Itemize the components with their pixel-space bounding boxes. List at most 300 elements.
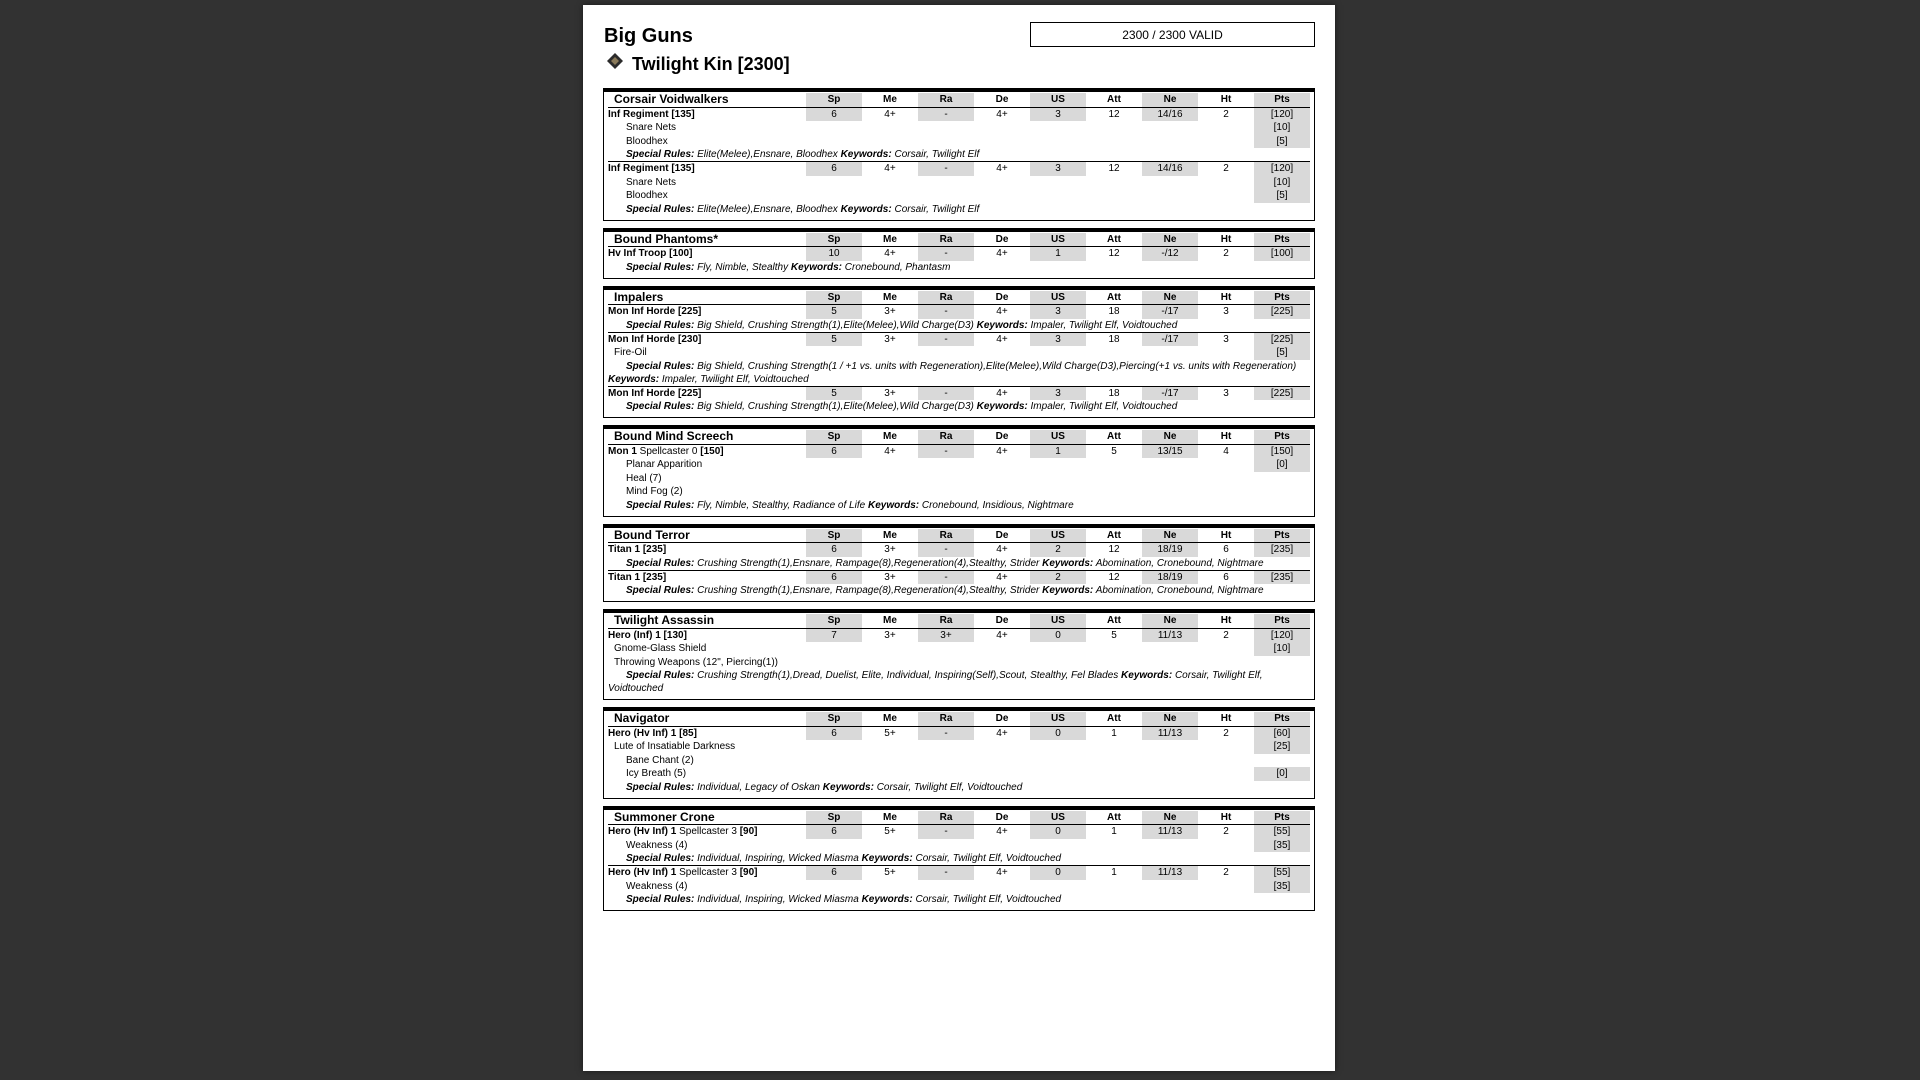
stat-value: 12 bbox=[1108, 108, 1120, 120]
special-rules-line bbox=[608, 557, 1310, 570]
option-points: [5] bbox=[1254, 346, 1310, 360]
special-rules-label: Special Rules: bbox=[626, 670, 695, 681]
stat-value: [55] bbox=[1254, 825, 1310, 839]
special-rules-label: Special Rules: bbox=[626, 360, 695, 372]
column-header: Att bbox=[1086, 233, 1142, 248]
stat-value: 4+ bbox=[884, 445, 896, 457]
stat-value: 3 bbox=[1030, 161, 1086, 176]
unit-name: Bound Terror bbox=[608, 529, 806, 544]
keywords-label: Keywords: bbox=[608, 373, 660, 385]
unit-entry-type bbox=[608, 108, 806, 122]
unit-name: Summoner Crone bbox=[608, 811, 806, 826]
special-rules-text: Crushing Strength(1),Ensnare, Rampage(8),Regeneration(4),Stealthy, Strider bbox=[697, 585, 1040, 596]
column-header: US bbox=[1030, 93, 1086, 108]
keywords-text: Corsair, Twilight Elf bbox=[894, 149, 980, 160]
option-name: Throwing Weapons (12", Piercing(1)) bbox=[614, 656, 778, 668]
column-header: Ht bbox=[1198, 233, 1254, 248]
diamond-icon bbox=[606, 52, 624, 70]
stat-value: - bbox=[918, 543, 974, 557]
stat-value: - bbox=[918, 570, 974, 585]
stat-value: 4+ bbox=[996, 826, 1008, 837]
stat-value: 6 bbox=[1198, 570, 1254, 585]
stat-value: 0 bbox=[1030, 629, 1086, 643]
stat-value: 4+ bbox=[996, 544, 1008, 555]
keywords-label: Keywords: bbox=[976, 319, 1028, 331]
column-header: Att bbox=[1086, 93, 1142, 108]
column-header: Ne bbox=[1142, 233, 1198, 248]
stat-value: - bbox=[918, 108, 974, 122]
stat-value: 1 bbox=[1111, 826, 1117, 837]
stat-value: 0 bbox=[1030, 727, 1086, 741]
stat-value: 12 bbox=[1086, 570, 1142, 585]
stat-value: 11/13 bbox=[1142, 727, 1198, 741]
column-header: Att bbox=[1086, 529, 1142, 544]
column-header: Me bbox=[862, 430, 918, 445]
column-header: De bbox=[974, 712, 1030, 727]
stat-value: 4+ bbox=[884, 248, 896, 259]
column-header: Me bbox=[862, 712, 918, 727]
special-rules-line bbox=[608, 360, 1310, 386]
option-points: [10] bbox=[1254, 121, 1310, 135]
stat-value: 3 bbox=[1030, 305, 1086, 319]
entry-type-label: Mon Inf Horde [225] bbox=[608, 306, 702, 317]
column-header: Ra bbox=[918, 291, 974, 306]
stat-value: 4+ bbox=[996, 629, 1008, 641]
stat-value: 12 bbox=[1086, 161, 1142, 176]
special-rules-text: Crushing Strength(1),Ensnare, Rampage(8),Regeneration(4),Stealthy, Strider bbox=[697, 557, 1040, 569]
option-name: Bloodhex bbox=[626, 135, 668, 147]
special-rules-text: Big Shield, Crushing Strength(1 / +1 vs. units with Regeneration),Elite(Melee),Wild Charge(D3),Piercing(+1 vs. units with Regeneration) bbox=[697, 360, 1297, 372]
unit-entry-type bbox=[608, 445, 806, 459]
column-header: Ra bbox=[918, 233, 974, 248]
column-header: Ht bbox=[1198, 291, 1254, 306]
column-header: Ht bbox=[1198, 529, 1254, 544]
stat-value: [60] bbox=[1254, 727, 1310, 741]
stat-value: 6 bbox=[806, 108, 862, 122]
special-rules-label: Special Rules: bbox=[626, 149, 695, 160]
stat-value: -/17 bbox=[1142, 386, 1198, 401]
keywords-label: Keywords: bbox=[790, 261, 842, 273]
option-name: Planar Apparition bbox=[626, 459, 703, 470]
special-rules-text: Individual, Inspiring, Wicked Miasma bbox=[697, 853, 859, 864]
column-header: De bbox=[974, 529, 1030, 544]
option-name: Snare Nets bbox=[626, 122, 677, 133]
unit-card bbox=[603, 286, 1315, 419]
column-header: US bbox=[1030, 712, 1086, 727]
special-rules-label: Special Rules: bbox=[626, 853, 695, 864]
army-name: Twilight Kin [2300] bbox=[632, 54, 790, 74]
column-header: Pts bbox=[1254, 233, 1310, 248]
column-header: Ra bbox=[918, 93, 974, 108]
unit-card bbox=[603, 609, 1315, 700]
special-rules-text: Big Shield, Crushing Strength(1),Elite(Melee),Wild Charge(D3) bbox=[697, 401, 974, 412]
entry-type-label: Inf Regiment [135] bbox=[608, 108, 695, 120]
stat-value: 1 bbox=[1111, 727, 1117, 739]
stat-value: 4 bbox=[1223, 445, 1229, 457]
unit-entry-type bbox=[608, 332, 806, 347]
column-header: Ht bbox=[1198, 430, 1254, 445]
unit-entry-type bbox=[608, 825, 806, 839]
column-header: Att bbox=[1086, 430, 1142, 445]
stat-value: 5 bbox=[806, 386, 862, 401]
entry-points: [90] bbox=[739, 867, 758, 878]
stat-value: 2 bbox=[1198, 865, 1254, 880]
unit-stat-grid bbox=[608, 614, 1310, 695]
special-rules-label: Special Rules: bbox=[626, 781, 695, 793]
special-rules-label: Special Rules: bbox=[626, 261, 695, 273]
option-points bbox=[1254, 472, 1310, 486]
option-name: Weakness (4) bbox=[626, 839, 688, 851]
stat-value: 2 bbox=[1223, 108, 1229, 120]
stat-value: 3 bbox=[1198, 332, 1254, 347]
stat-value: 5 bbox=[806, 332, 862, 347]
option-name: Fire-Oil bbox=[614, 347, 647, 358]
special-rules-text: Elite(Melee),Ensnare, Bloodhex bbox=[697, 149, 838, 160]
unit-stat-grid bbox=[608, 93, 1310, 216]
stat-value: -/12 bbox=[1142, 247, 1198, 261]
option-points: [25] bbox=[1254, 740, 1310, 754]
column-header: US bbox=[1030, 233, 1086, 248]
option-points bbox=[1254, 754, 1310, 768]
entry-points: [90] bbox=[739, 826, 758, 837]
special-rules-label: Special Rules: bbox=[626, 203, 695, 215]
column-header: US bbox=[1030, 811, 1086, 826]
option-points: [35] bbox=[1254, 880, 1310, 894]
column-header: Pts bbox=[1254, 529, 1310, 544]
column-header: Me bbox=[862, 233, 918, 248]
unit-entry-type bbox=[608, 543, 806, 557]
option-points bbox=[1254, 656, 1310, 670]
special-rules-line bbox=[608, 499, 1310, 512]
stat-value: 4+ bbox=[974, 161, 1030, 176]
entry-type-label: Mon Inf Horde [230] bbox=[608, 333, 702, 345]
stat-value: 4+ bbox=[884, 108, 896, 120]
entry-type-label: Titan 1 [235] bbox=[608, 544, 667, 555]
stat-value: 3+ bbox=[862, 570, 918, 585]
option-points: [0] bbox=[1254, 458, 1310, 472]
column-header: De bbox=[974, 614, 1030, 629]
stat-value: [120] bbox=[1254, 108, 1310, 122]
stat-value: - bbox=[918, 161, 974, 176]
unit-stat-grid bbox=[608, 529, 1310, 598]
stat-value: 4+ bbox=[996, 248, 1008, 259]
option-name: Gnome-Glass Shield bbox=[614, 643, 707, 654]
column-header: Sp bbox=[806, 430, 862, 445]
points-status: 2300 / 2300 VALID bbox=[1030, 22, 1315, 47]
stat-value: 4+ bbox=[974, 570, 1030, 585]
option-name: Lute of Insatiable Darkness bbox=[614, 741, 736, 752]
column-header: Ht bbox=[1198, 712, 1254, 727]
keywords-label: Keywords: bbox=[861, 894, 913, 905]
special-rules-label: Special Rules: bbox=[626, 894, 695, 905]
entry-type-label: Hero (Hv Inf) 1 bbox=[608, 826, 677, 837]
entry-type-label: Hero (Hv Inf) 1 bbox=[608, 867, 677, 878]
stat-value: 4+ bbox=[974, 386, 1030, 401]
column-header: De bbox=[974, 233, 1030, 248]
special-rules-text: Crushing Strength(1),Dread, Duelist, Elite, Individual, Inspiring(Self),Scout, Stealthy, Fel Blades bbox=[697, 670, 1119, 681]
option-name: Bloodhex bbox=[626, 190, 668, 201]
keywords-label: Keywords: bbox=[867, 499, 920, 511]
option-name: Weakness (4) bbox=[626, 880, 688, 892]
entry-type-label: Inf Regiment [135] bbox=[608, 163, 695, 174]
stat-value: 6 bbox=[806, 543, 862, 557]
spellcaster-label: Spellcaster 3 bbox=[679, 867, 737, 878]
spellcaster-label: Spellcaster 3 bbox=[679, 826, 737, 837]
column-header: Ra bbox=[918, 430, 974, 445]
column-header: Sp bbox=[806, 93, 862, 108]
unit-name: Bound Phantoms* bbox=[608, 233, 806, 248]
unit-name: Twilight Assassin bbox=[608, 614, 806, 629]
column-header: US bbox=[1030, 529, 1086, 544]
stat-value: 3 bbox=[1030, 332, 1086, 347]
stat-value: 2 bbox=[1030, 543, 1086, 557]
stat-value: 2 bbox=[1223, 727, 1229, 739]
column-header: Ht bbox=[1198, 811, 1254, 826]
option-points: [10] bbox=[1254, 642, 1310, 656]
stat-value: [225] bbox=[1254, 332, 1310, 347]
column-header: Att bbox=[1086, 291, 1142, 306]
option-points: [10] bbox=[1254, 176, 1310, 190]
column-header: Pts bbox=[1254, 93, 1310, 108]
stat-value: 12 bbox=[1108, 248, 1120, 259]
stat-value: 1 bbox=[1030, 445, 1086, 459]
stat-value: 5 bbox=[1111, 445, 1117, 457]
keywords-text: Cronebound, Phantasm bbox=[844, 261, 951, 273]
stat-value: 5+ bbox=[862, 865, 918, 880]
special-rules-label: Special Rules: bbox=[626, 319, 695, 331]
stat-value: - bbox=[918, 332, 974, 347]
column-header: Me bbox=[862, 811, 918, 826]
unit-stat-grid bbox=[608, 712, 1310, 794]
stat-value: 13/15 bbox=[1142, 445, 1198, 459]
keywords-text: Corsair, Twilight Elf bbox=[894, 203, 980, 215]
stat-value: 14/16 bbox=[1142, 108, 1198, 122]
column-header: Sp bbox=[806, 233, 862, 248]
stat-value: 2 bbox=[1030, 570, 1086, 585]
special-rules-line bbox=[608, 781, 1310, 794]
keywords-text: Abomination, Cronebound, Nightmare bbox=[1095, 585, 1264, 596]
column-header: Pts bbox=[1254, 430, 1310, 445]
stat-value: 6 bbox=[806, 570, 862, 585]
unit-name: Navigator bbox=[608, 712, 806, 727]
option-name: Snare Nets bbox=[626, 176, 677, 188]
special-rules-line bbox=[608, 400, 1310, 413]
stat-value: 2 bbox=[1223, 629, 1229, 641]
column-header: Ra bbox=[918, 811, 974, 826]
option-points: [5] bbox=[1254, 135, 1310, 149]
option-points: [0] bbox=[1254, 767, 1310, 781]
stat-value: 6 bbox=[806, 161, 862, 176]
unit-list bbox=[603, 88, 1315, 918]
special-rules-text: Individual, Inspiring, Wicked Miasma bbox=[697, 894, 859, 905]
stat-value: - bbox=[918, 305, 974, 319]
stat-value: 12 bbox=[1108, 544, 1120, 555]
entry-points: [150] bbox=[700, 445, 724, 457]
document-page bbox=[583, 5, 1335, 1071]
stat-value: [225] bbox=[1254, 386, 1310, 401]
stat-value: 4+ bbox=[996, 108, 1008, 120]
column-header: De bbox=[974, 93, 1030, 108]
entry-type-label: Mon Inf Horde [225] bbox=[608, 387, 702, 399]
stat-value: 5 bbox=[806, 305, 862, 319]
column-header: Ht bbox=[1198, 93, 1254, 108]
unit-stat-grid bbox=[608, 430, 1310, 512]
column-header: Sp bbox=[806, 529, 862, 544]
unit-entry-type bbox=[608, 305, 806, 319]
stat-value: [235] bbox=[1254, 543, 1310, 557]
stat-value: 18 bbox=[1086, 386, 1142, 401]
stat-value: 11/13 bbox=[1142, 865, 1198, 880]
keywords-text: Corsair, Twilight Elf, Voidtouched bbox=[915, 894, 1062, 905]
stat-value: 4+ bbox=[974, 332, 1030, 347]
option-name: Icy Breath (5) bbox=[626, 768, 687, 779]
column-header: Ra bbox=[918, 529, 974, 544]
column-header: Ne bbox=[1142, 291, 1198, 306]
stat-value: 3+ bbox=[862, 386, 918, 401]
unit-card bbox=[603, 425, 1315, 517]
unit-entry-type bbox=[608, 247, 806, 261]
stat-value: -/17 bbox=[1142, 305, 1198, 319]
unit-card bbox=[603, 806, 1315, 912]
stat-value: 1 bbox=[1086, 865, 1142, 880]
keywords-label: Keywords: bbox=[861, 853, 913, 864]
stat-value: [235] bbox=[1254, 570, 1310, 585]
column-header: Pts bbox=[1254, 811, 1310, 826]
stat-value: 4+ bbox=[974, 865, 1030, 880]
keywords-label: Keywords: bbox=[840, 203, 892, 215]
special-rules-line bbox=[608, 852, 1310, 865]
option-points bbox=[1254, 485, 1310, 499]
column-header: Sp bbox=[806, 291, 862, 306]
stat-value: 5+ bbox=[884, 826, 896, 837]
special-rules-line bbox=[608, 584, 1310, 597]
keywords-label: Keywords: bbox=[1042, 557, 1094, 569]
column-header: Ne bbox=[1142, 712, 1198, 727]
entry-type-label: Mon 1 bbox=[608, 445, 637, 457]
column-header: De bbox=[974, 291, 1030, 306]
stat-value: 3+ bbox=[884, 629, 896, 641]
special-rules-label: Special Rules: bbox=[626, 401, 695, 412]
special-rules-text: Fly, Nimble, Stealthy bbox=[697, 261, 789, 273]
stat-value: [55] bbox=[1254, 865, 1310, 880]
keywords-text: Corsair, Twilight Elf, Voidtouched bbox=[915, 853, 1062, 864]
unit-entry-type bbox=[608, 629, 806, 643]
stat-value: 6 bbox=[806, 865, 862, 880]
stat-value: 6 bbox=[806, 727, 862, 741]
unit-name: Impalers bbox=[608, 291, 806, 306]
unit-entry-type bbox=[608, 161, 806, 176]
unit-entry-type bbox=[608, 386, 806, 401]
keywords-text: Impaler, Twilight Elf, Voidtouched bbox=[1030, 319, 1178, 331]
stat-value: 2 bbox=[1223, 248, 1229, 259]
column-header: Sp bbox=[806, 811, 862, 826]
column-header: Ht bbox=[1198, 614, 1254, 629]
column-header: US bbox=[1030, 291, 1086, 306]
stat-value: -/17 bbox=[1142, 332, 1198, 347]
option-name: Bane Chant (2) bbox=[626, 754, 694, 766]
stat-value: 10 bbox=[806, 247, 862, 261]
stat-value: 18 bbox=[1086, 332, 1142, 347]
stat-value: - bbox=[918, 865, 974, 880]
stat-value: 14/16 bbox=[1142, 161, 1198, 176]
column-header: Me bbox=[862, 93, 918, 108]
entry-type-label: Hero (Inf) 1 [130] bbox=[608, 629, 687, 641]
column-header: US bbox=[1030, 430, 1086, 445]
stat-value: 4+ bbox=[862, 161, 918, 176]
stat-value: 0 bbox=[1030, 865, 1086, 880]
keywords-label: Keywords: bbox=[1121, 670, 1173, 681]
stat-value: [120] bbox=[1254, 629, 1310, 643]
special-rules-text: Elite(Melee),Ensnare, Bloodhex bbox=[697, 203, 838, 215]
keywords-text: Abomination, Cronebound, Nightmare bbox=[1095, 557, 1264, 569]
column-header: Ne bbox=[1142, 430, 1198, 445]
unit-card bbox=[603, 88, 1315, 221]
unit-entry-type bbox=[608, 570, 806, 585]
unit-stat-grid bbox=[608, 811, 1310, 907]
option-name: Mind Fog (2) bbox=[626, 486, 683, 497]
stat-value: - bbox=[918, 445, 974, 459]
keywords-text: Impaler, Twilight Elf, Voidtouched bbox=[1030, 401, 1178, 412]
entry-type-label: Titan 1 [235] bbox=[608, 571, 667, 583]
column-header: Att bbox=[1086, 712, 1142, 727]
stat-value: 7 bbox=[806, 629, 862, 643]
stat-value: 0 bbox=[1030, 825, 1086, 839]
stat-value: 5 bbox=[1111, 629, 1117, 641]
column-header: De bbox=[974, 811, 1030, 826]
stat-value: 11/13 bbox=[1142, 629, 1198, 643]
special-rules-line bbox=[608, 319, 1310, 332]
entry-type-label: Hv Inf Troop [100] bbox=[608, 248, 693, 259]
special-rules-label: Special Rules: bbox=[626, 499, 695, 511]
special-rules-text: Fly, Nimble, Stealthy, Radiance of Life bbox=[697, 499, 866, 511]
stat-value: 4+ bbox=[996, 727, 1008, 739]
column-header: Ne bbox=[1142, 811, 1198, 826]
column-header: Ne bbox=[1142, 529, 1198, 544]
unit-stat-grid bbox=[608, 233, 1310, 274]
column-header: Ne bbox=[1142, 93, 1198, 108]
special-rules-line bbox=[608, 148, 1310, 161]
stat-value: 5+ bbox=[884, 727, 896, 739]
document-title: Big Guns bbox=[604, 25, 693, 47]
stat-value: 18 bbox=[1108, 306, 1120, 317]
stat-value: 18/19 bbox=[1142, 543, 1198, 557]
stat-value: 3+ bbox=[918, 629, 974, 643]
stat-value: 2 bbox=[1223, 826, 1229, 837]
column-header: Pts bbox=[1254, 291, 1310, 306]
column-header: Me bbox=[862, 291, 918, 306]
option-points: [5] bbox=[1254, 189, 1310, 203]
stat-value: [150] bbox=[1254, 445, 1310, 459]
unit-entry-type bbox=[608, 865, 806, 880]
special-rules-line bbox=[608, 261, 1310, 274]
stat-value: [100] bbox=[1254, 247, 1310, 261]
column-header: Me bbox=[862, 614, 918, 629]
keywords-label: Keywords: bbox=[840, 149, 892, 160]
stat-value: - bbox=[918, 386, 974, 401]
option-points: [35] bbox=[1254, 839, 1310, 853]
column-header: Pts bbox=[1254, 614, 1310, 629]
unit-card bbox=[603, 707, 1315, 799]
stat-value: 3 bbox=[1223, 306, 1229, 317]
special-rules-line bbox=[608, 669, 1310, 695]
stat-value: 18/19 bbox=[1142, 570, 1198, 585]
special-rules-label: Special Rules: bbox=[626, 585, 695, 596]
unit-entry-type bbox=[608, 727, 806, 741]
stat-value: 3 bbox=[1030, 108, 1086, 122]
stat-value: - bbox=[918, 825, 974, 839]
keywords-text: Corsair, Twilight Elf, Voidtouched bbox=[876, 781, 1023, 793]
keywords-text: Impaler, Twilight Elf, Voidtouched bbox=[661, 373, 809, 385]
